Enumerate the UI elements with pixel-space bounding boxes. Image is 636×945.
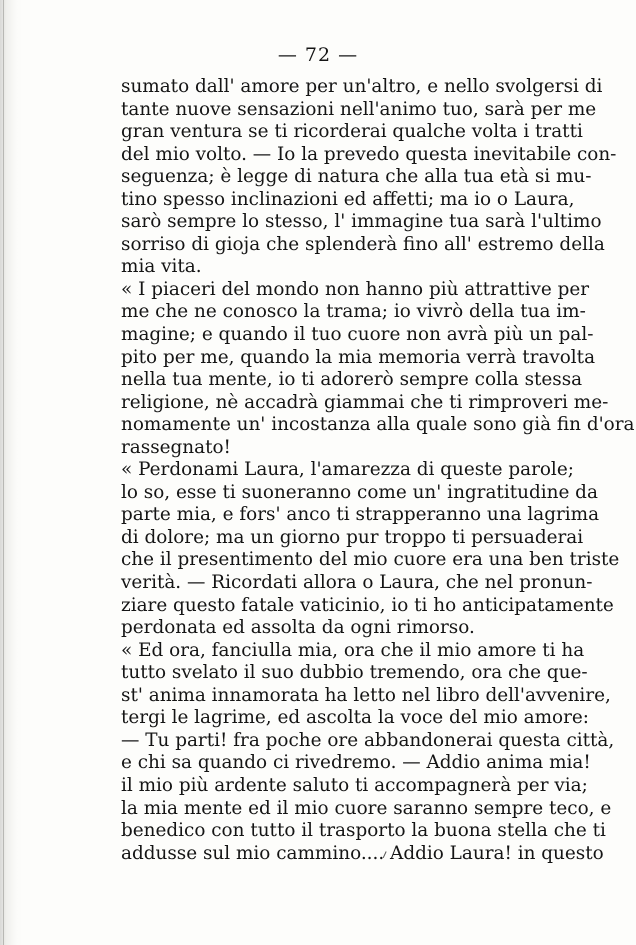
text-line: seguenza; è legge di natura che alla tua età si mu- — [121, 166, 592, 188]
text-line: nella tua mente, io ti adorerò sempre colla stessa — [121, 369, 583, 391]
text-line: verità. — Ricordati allora o Laura, che nel pronun- — [121, 572, 593, 594]
text-line: e chi sa quando ci rivedremo. — Addio anima mia! — [121, 752, 591, 774]
text-line: benedico con tutto il trasporto la buona stella che ti — [121, 820, 606, 842]
text-line: gran ventura se ti ricorderai qualche volta i tratti — [121, 121, 583, 143]
text-line-paragraph-end: mia vita. — [121, 256, 202, 278]
text-line: magine; e quando il tuo cuore non avrà più un pal- — [121, 324, 594, 346]
text-line: che il presentimento del mio cuore era una ben triste — [121, 549, 620, 571]
text-line: sumato dall' amore per un'altro, e nello svolgersi di — [121, 76, 603, 97]
text-line: st' anima innamorata ha letto nel libro dell'avvenire, — [121, 684, 611, 706]
text-line: la mia mente ed il mio cuore saranno sempre teco, e — [121, 797, 612, 819]
text-line: tergi le lagrime, ed ascolta la voce del mio amore: — [121, 707, 589, 729]
text-line: « Perdonami Laura, l'amarezza di queste parole; — [121, 459, 574, 481]
text-line: ziare questo fatale vaticinio, io ti ho anticipatamente — [121, 594, 614, 616]
text-line: di dolore; ma un giorno pur troppo ti persuaderai — [121, 526, 584, 548]
text-line: addusse sul mio cammino.... Addio Laura! in questo — [121, 842, 604, 864]
text-line: tante nuove sensazioni nell'animo tuo, sarà per me — [121, 98, 597, 120]
text-line: sorriso di gioja che splenderà fino all' estremo della — [121, 233, 605, 255]
page-number: — 72 — — [277, 44, 359, 66]
text-line: tutto svelato il suo dubbio tremendo, ora che que- — [121, 662, 588, 684]
body-text — [121, 76, 635, 865]
text-line: « I piaceri del mondo non hanno più attrattive per — [121, 278, 590, 300]
text-line-paragraph-end: perdonata ed assolta da ogni rimorso. — [121, 617, 475, 639]
text-line: pito per me, quando la mia memoria verrà travolta — [121, 346, 596, 368]
text-line: « Ed ora, fanciulla mia, ora che il mio amore ti ha — [121, 639, 585, 661]
text-line: sarò sempre lo stesso, l' immagine tua sarà l'ultimo — [121, 211, 602, 233]
text-line: lo so, esse ti suoneranno come un' ingratitudine da — [121, 481, 598, 503]
text-line: me che ne conosco la trama; io vivrò della tua im- — [121, 301, 586, 323]
text-line: nomamente un' incostanza alla quale sono già fin d'ora — [121, 414, 635, 436]
text-line: tino spesso inclinazioni ed affetti; ma io o Laura, — [121, 188, 575, 210]
text-line: il mio più ardente saluto ti accompagnerà per via; — [121, 774, 588, 796]
text-line: religione, nè accadrà giammai che ti rimproveri me- — [121, 391, 609, 413]
page-binding-edge — [0, 0, 22, 945]
text-line: — Tu parti! fra poche ore abbandonerai questa città, — [121, 729, 615, 751]
text-line: parte mia, e fors' anco ti strapperanno una lagrima — [121, 504, 600, 526]
text-line-paragraph-end: rassegnato! — [121, 436, 231, 458]
text-line: del mio volto. — Io la prevedo questa inevitabile con- — [121, 143, 617, 165]
